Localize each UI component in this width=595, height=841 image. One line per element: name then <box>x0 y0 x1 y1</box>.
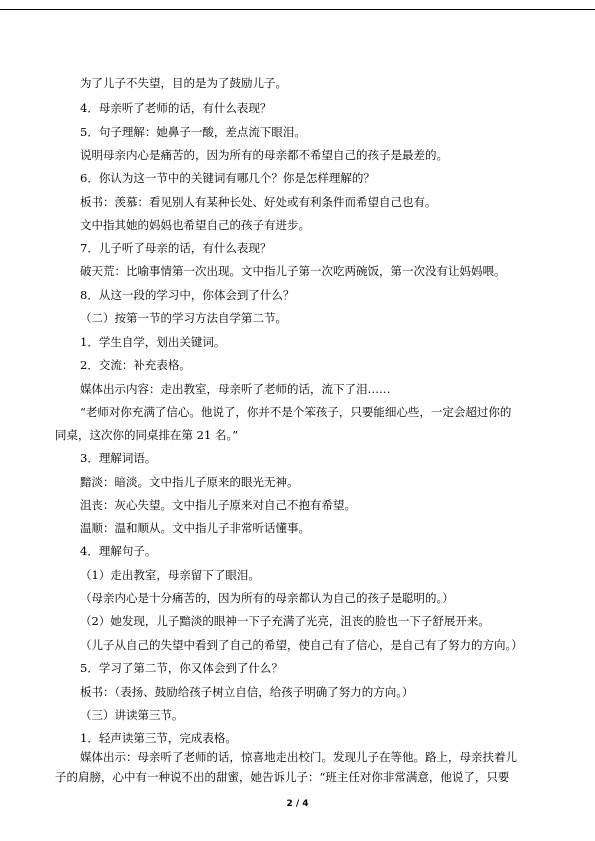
text-line: 子的肩膀，心中有一种说不出的甜蜜，她告诉儿子：“班主任对你非常满意，他说了，只要 <box>55 770 510 784</box>
text-line: 说明母亲内心是痛苦的，因为所有的母亲都不希望自己的孩子是最差的。 <box>80 148 448 162</box>
text-line: （2）她发现，儿子黯淡的眼神一下子充满了光亮，沮丧的脸也一下子舒展开来。 <box>80 614 490 628</box>
page-number: 2 / 4 <box>286 799 309 809</box>
text-line: 7．儿子听了母亲的话，有什么表现？ <box>80 241 272 255</box>
text-line: 3．理解词语。 <box>80 451 157 465</box>
text-line: 媒体出示：母亲听了老师的话，惊喜地走出校门。发现儿子在等他。路上，母亲扶着儿 <box>80 750 517 764</box>
text-line: 5．句子理解：她鼻子一酸，差点流下眼泪。 <box>80 125 306 139</box>
text-line: 文中指其她的妈妈也希望自己的孩子有进步。 <box>80 218 310 232</box>
text-line: （母亲内心是十分痛苦的，因为所有的母亲都认为自己的孩子是聪明的。） <box>80 591 454 605</box>
header-rule <box>0 9 595 10</box>
text-line: （1）走出教室，母亲留下了眼泪。 <box>80 568 260 582</box>
text-line: 为了儿子不失望，目的是为了鼓励儿子。 <box>80 76 287 90</box>
text-line: 温顺：温和顺从。文中指儿子非常听话懂事。 <box>80 521 310 535</box>
text-line: 媒体出示内容：走出教室，母亲听了老师的话，流下了泪…… <box>80 382 391 396</box>
text-line: 沮丧：灰心失望。文中指儿子原来对自己不抱有希望。 <box>80 498 356 512</box>
text-line: 2．交流：补充表格。 <box>80 358 191 372</box>
text-line: 黯淡：暗淡。文中指儿子原来的眼光无神。 <box>80 475 299 489</box>
text-line: 同桌，这次你的同桌排在第 21 名。” <box>55 428 239 442</box>
text-line: （二）按第一节的学习方法自学第二节。 <box>80 311 287 325</box>
text-line: 4．理解句子。 <box>80 544 157 558</box>
text-line: 板书：羡慕：看见别人有某种长处、好处或有利条件而希望自己也有。 <box>80 195 437 209</box>
text-line: “老师对你充满了信心。他说了，你并不是个笨孩子，只要能细心些，一定会超过你的 <box>80 405 512 419</box>
text-line: 6．你认为这一节中的关键词有哪几个？你是怎样理解的？ <box>80 171 375 185</box>
text-line: 4．母亲听了老师的话，有什么表现？ <box>80 101 272 115</box>
text-line: 5．学习了第二节，你又体会到了什么？ <box>80 661 283 675</box>
text-line: 板书：（表扬、鼓励给孩子树立自信，给孩子明确了努力的方向。） <box>80 685 414 699</box>
text-line: （儿子从自己的失望中看到了自己的希望，使自己有了信心，是自己有了努力的方向。） <box>80 638 523 652</box>
text-line: 破天荒：比喻事情第一次出现。文中指儿子第一次吃两碗饭，第一次没有让妈妈喂。 <box>80 264 506 278</box>
text-line: （三）讲读第三节。 <box>80 708 184 722</box>
text-line: 8．从这一段的学习中，你体会到了什么？ <box>80 288 295 302</box>
text-line: 1．学生自学，划出关键词。 <box>80 335 226 349</box>
text-line: 1．轻声读第三节，完成表格。 <box>80 731 237 745</box>
